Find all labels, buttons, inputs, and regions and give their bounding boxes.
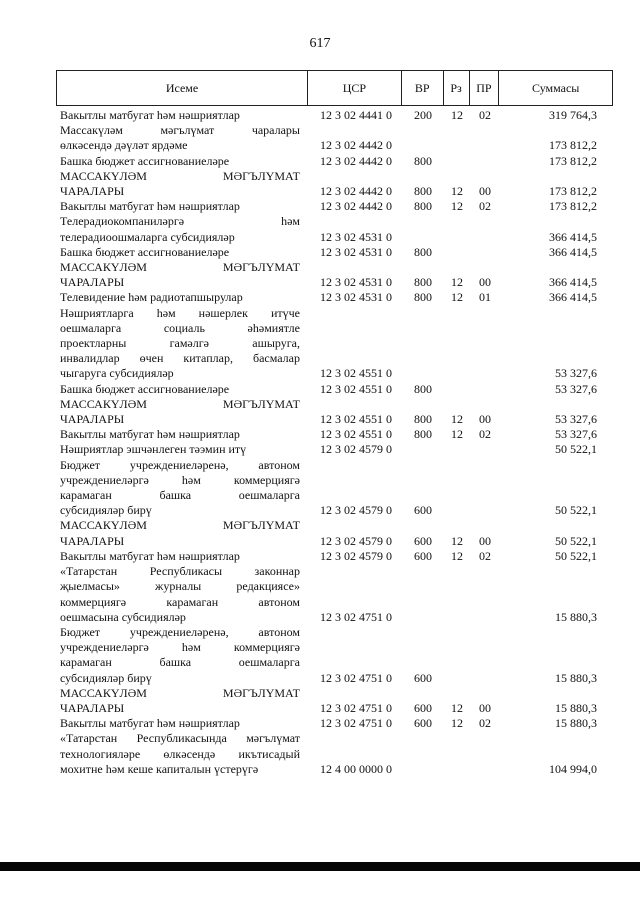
row-csr: 12 3 02 4751 0 <box>320 700 392 715</box>
row-vr: 600 <box>414 716 432 731</box>
row-name-line: субсидияләр бирү <box>60 670 152 685</box>
row-pr: 02 <box>479 548 491 563</box>
row-name-line: карамаган башка оешмаларга <box>60 488 300 503</box>
row-name-line: телерадиоошмаларга субсидияләр <box>60 229 235 244</box>
table-row <box>56 518 613 548</box>
row-sum: 15 880,3 <box>555 670 597 685</box>
row-csr: 12 3 02 4579 0 <box>320 442 392 457</box>
table-row <box>56 108 613 123</box>
row-name-line: Вакытлы матбугат һәм нәшриятлар <box>60 716 240 731</box>
table-row <box>56 427 613 442</box>
row-sum: 173 812,2 <box>549 184 597 199</box>
row-name-line: «Татарстан Республикасында мәгълүмат <box>60 731 300 746</box>
table-row <box>56 290 613 305</box>
row-csr: 12 3 02 4551 0 <box>320 412 392 427</box>
table-row <box>56 306 613 382</box>
row-name-line: ЧАРАЛАРЫ <box>60 412 125 427</box>
row-name-line: Нәшриятларга һәм нәшерлек итүче <box>60 305 300 320</box>
row-name <box>56 564 308 625</box>
header-name: Исеме <box>57 71 308 105</box>
row-name-line: өлкәсендә дәүләт ярдәме <box>60 138 188 153</box>
row-name <box>56 123 308 153</box>
row-name <box>56 458 308 519</box>
row-name-line: МАССАКҮЛӘМ МӘГЪЛҮМАТ <box>60 396 300 411</box>
row-vr: 800 <box>414 199 432 214</box>
row-vr: 800 <box>414 244 432 259</box>
row-sum: 50 522,1 <box>555 442 597 457</box>
row-vr: 800 <box>414 412 432 427</box>
table-row <box>56 564 613 625</box>
row-name-line: МАССАКҮЛӘМ МӘГЪЛҮМАТ <box>60 518 300 533</box>
row-csr: 12 3 02 4579 0 <box>320 503 392 518</box>
row-pr: 00 <box>479 275 491 290</box>
row-rz: 12 <box>451 427 463 442</box>
row-csr: 12 3 02 4579 0 <box>320 548 392 563</box>
row-name <box>56 731 308 777</box>
row-csr: 12 3 02 4551 0 <box>320 366 392 381</box>
row-sum: 50 522,1 <box>555 503 597 518</box>
row-rz: 12 <box>451 533 463 548</box>
row-csr: 12 3 02 4441 0 <box>320 108 392 122</box>
row-sum: 104 994,0 <box>549 761 597 776</box>
row-name <box>56 169 308 199</box>
row-name-line: МАССАКҮЛӘМ МӘГЪЛҮМАТ <box>60 168 300 183</box>
row-name <box>56 199 308 214</box>
row-sum: 173 812,2 <box>549 199 597 214</box>
page-number: 617 <box>309 36 331 51</box>
row-csr: 12 3 02 4551 0 <box>320 381 392 396</box>
row-name-line: мохитне һәм кеше капиталын үстерүгә <box>60 761 259 776</box>
row-vr: 200 <box>414 108 432 122</box>
row-sum: 319 764,3 <box>549 108 597 122</box>
table-row <box>56 154 613 169</box>
row-pr: 00 <box>479 412 491 427</box>
row-pr: 02 <box>479 108 491 122</box>
row-pr: 01 <box>479 290 491 305</box>
row-rz: 12 <box>451 700 463 715</box>
row-vr: 600 <box>414 670 432 685</box>
row-name-line: инвалидлар өчен китаплар, басмалар <box>60 351 300 366</box>
table-row <box>56 458 613 519</box>
bottom-scan-bar <box>0 862 640 871</box>
row-name <box>56 214 308 244</box>
row-name-line: технологияләре өлкәсендә икътисадый <box>60 746 300 761</box>
row-name-line: җыелмасы» журналы редакциясе» <box>60 579 300 594</box>
row-name-line: МАССАКҮЛӘМ МӘГЪЛҮМАТ <box>60 260 300 275</box>
table-header <box>56 70 613 106</box>
row-sum: 366 414,5 <box>549 229 597 244</box>
row-name-line: Башка бюджет ассигнованиеләре <box>60 153 230 168</box>
row-sum: 366 414,5 <box>549 290 597 305</box>
row-name-line: МАССАКҮЛӘМ МӘГЪЛҮМАТ <box>60 685 300 700</box>
row-pr: 02 <box>479 199 491 214</box>
row-name-line: ЧАРАЛАРЫ <box>60 533 125 548</box>
row-name <box>56 442 308 457</box>
table-row <box>56 169 613 199</box>
table-row <box>56 549 613 564</box>
row-pr: 00 <box>479 533 491 548</box>
header-pr: ПР <box>470 71 500 105</box>
row-sum: 53 327,6 <box>555 366 597 381</box>
table-row <box>56 731 613 777</box>
row-name <box>56 686 308 716</box>
row-name-line: Вакытлы матбугат һәм нәшриятлар <box>60 427 240 442</box>
row-sum: 366 414,5 <box>549 275 597 290</box>
row-name <box>56 427 308 442</box>
table-row <box>56 245 613 260</box>
row-rz: 12 <box>451 184 463 199</box>
table-row <box>56 382 613 397</box>
row-name-line: ЧАРАЛАРЫ <box>60 275 125 290</box>
row-csr: 12 3 02 4531 0 <box>320 229 392 244</box>
row-pr: 00 <box>479 184 491 199</box>
row-vr: 800 <box>414 381 432 396</box>
table-row <box>56 214 613 244</box>
row-sum: 53 327,6 <box>555 381 597 396</box>
row-vr: 600 <box>414 533 432 548</box>
row-vr: 600 <box>414 700 432 715</box>
row-csr: 12 3 02 4531 0 <box>320 290 392 305</box>
row-name <box>56 245 308 260</box>
row-rz: 12 <box>451 290 463 305</box>
row-csr: 12 3 02 4442 0 <box>320 138 392 153</box>
row-rz: 12 <box>451 412 463 427</box>
row-sum: 53 327,6 <box>555 427 597 442</box>
table-row <box>56 260 613 290</box>
row-vr: 600 <box>414 548 432 563</box>
row-sum: 15 880,3 <box>555 609 597 624</box>
row-name-line: Бюджет учреждениеләренә, автоном <box>60 624 300 639</box>
row-pr: 00 <box>479 700 491 715</box>
row-vr: 800 <box>414 184 432 199</box>
row-csr: 12 3 02 4442 0 <box>320 153 392 168</box>
row-sum: 173 812,2 <box>549 138 597 153</box>
table-row <box>56 625 613 686</box>
header-vr: ВР <box>402 71 444 105</box>
row-rz: 12 <box>451 275 463 290</box>
row-name-line: субсидияләр бирү <box>60 503 152 518</box>
row-name <box>56 108 308 123</box>
row-name-line: Телевидение һәм радиотапшырулар <box>60 290 243 305</box>
header-csr: ЦСР <box>308 71 402 105</box>
row-name-line: оешмасына субсидияләр <box>60 609 186 624</box>
row-name <box>56 625 308 686</box>
row-csr: 12 3 02 4442 0 <box>320 199 392 214</box>
row-name-line: ЧАРАЛАРЫ <box>60 700 125 715</box>
row-csr: 12 3 02 4531 0 <box>320 275 392 290</box>
row-name-line: Башка бюджет ассигнованиеләре <box>60 381 230 396</box>
row-name <box>56 306 308 382</box>
row-name-line: учреждениеләргә һәм коммерциягә <box>60 472 300 487</box>
row-name-line: Вакытлы матбугат һәм нәшриятлар <box>60 548 240 563</box>
table-body <box>56 108 613 777</box>
row-name-line: Бюджет учреждениеләренә, автоном <box>60 457 300 472</box>
row-vr: 800 <box>414 153 432 168</box>
row-sum: 50 522,1 <box>555 533 597 548</box>
row-sum: 15 880,3 <box>555 716 597 731</box>
row-rz: 12 <box>451 108 463 122</box>
row-sum: 53 327,6 <box>555 412 597 427</box>
row-vr: 800 <box>414 275 432 290</box>
row-csr: 12 3 02 4531 0 <box>320 244 392 259</box>
row-name <box>56 382 308 397</box>
row-name-line: Нәшриятлар эшчәнлеген тәэмин итү <box>60 442 247 457</box>
row-name <box>56 397 308 427</box>
row-rz: 12 <box>451 199 463 214</box>
row-name-line: учреждениеләргә һәм коммерциягә <box>60 640 300 655</box>
row-name <box>56 154 308 169</box>
row-name-line: ЧАРАЛАРЫ <box>60 184 125 199</box>
table-row <box>56 397 613 427</box>
row-pr: 02 <box>479 427 491 442</box>
row-sum: 173 812,2 <box>549 153 597 168</box>
row-sum: 366 414,5 <box>549 244 597 259</box>
row-csr: 12 4 00 0000 0 <box>320 761 392 776</box>
row-name-line: проектларны гамәлгә ашыруга, <box>60 336 300 351</box>
row-name <box>56 716 308 731</box>
row-csr: 12 3 02 4751 0 <box>320 670 392 685</box>
row-vr: 600 <box>414 503 432 518</box>
row-csr: 12 3 02 4551 0 <box>320 427 392 442</box>
row-name-line: Башка бюджет ассигнованиеләре <box>60 244 230 259</box>
row-name-line: карамаган башка оешмаларга <box>60 655 300 670</box>
table-row <box>56 716 613 731</box>
row-name-line: Телерадиокомпаниләргә һәм <box>60 214 300 229</box>
row-rz: 12 <box>451 548 463 563</box>
row-sum: 15 880,3 <box>555 700 597 715</box>
row-name-line: чыгаруга субсидияләр <box>60 366 174 381</box>
row-csr: 12 3 02 4442 0 <box>320 184 392 199</box>
header-rz: Рз <box>444 71 470 105</box>
row-csr: 12 3 02 4751 0 <box>320 716 392 731</box>
row-name-line: Вакытлы матбугат һәм нәшриятлар <box>60 199 240 214</box>
table-row <box>56 686 613 716</box>
row-name <box>56 260 308 290</box>
row-name-line: Вакытлы матбугат һәм нәшриятлар <box>60 108 240 122</box>
row-name-line: «Татарстан Республикасы законнар <box>60 564 300 579</box>
row-vr: 800 <box>414 290 432 305</box>
table-row <box>56 123 613 153</box>
row-name <box>56 549 308 564</box>
row-name <box>56 518 308 548</box>
row-name <box>56 290 308 305</box>
table-row <box>56 199 613 214</box>
row-rz: 12 <box>451 716 463 731</box>
row-name-line: коммерциягә карамаган автоном <box>60 594 300 609</box>
row-pr: 02 <box>479 716 491 731</box>
row-name-line: Массакүләм мәгълүмат чаралары <box>60 123 300 138</box>
row-sum: 50 522,1 <box>555 548 597 563</box>
row-vr: 800 <box>414 427 432 442</box>
row-csr: 12 3 02 4579 0 <box>320 533 392 548</box>
row-csr: 12 3 02 4751 0 <box>320 609 392 624</box>
row-name-line: оешмаларга социаль әһәмиятле <box>60 320 300 335</box>
header-sum: Суммасы <box>532 80 580 95</box>
table-row <box>56 442 613 457</box>
